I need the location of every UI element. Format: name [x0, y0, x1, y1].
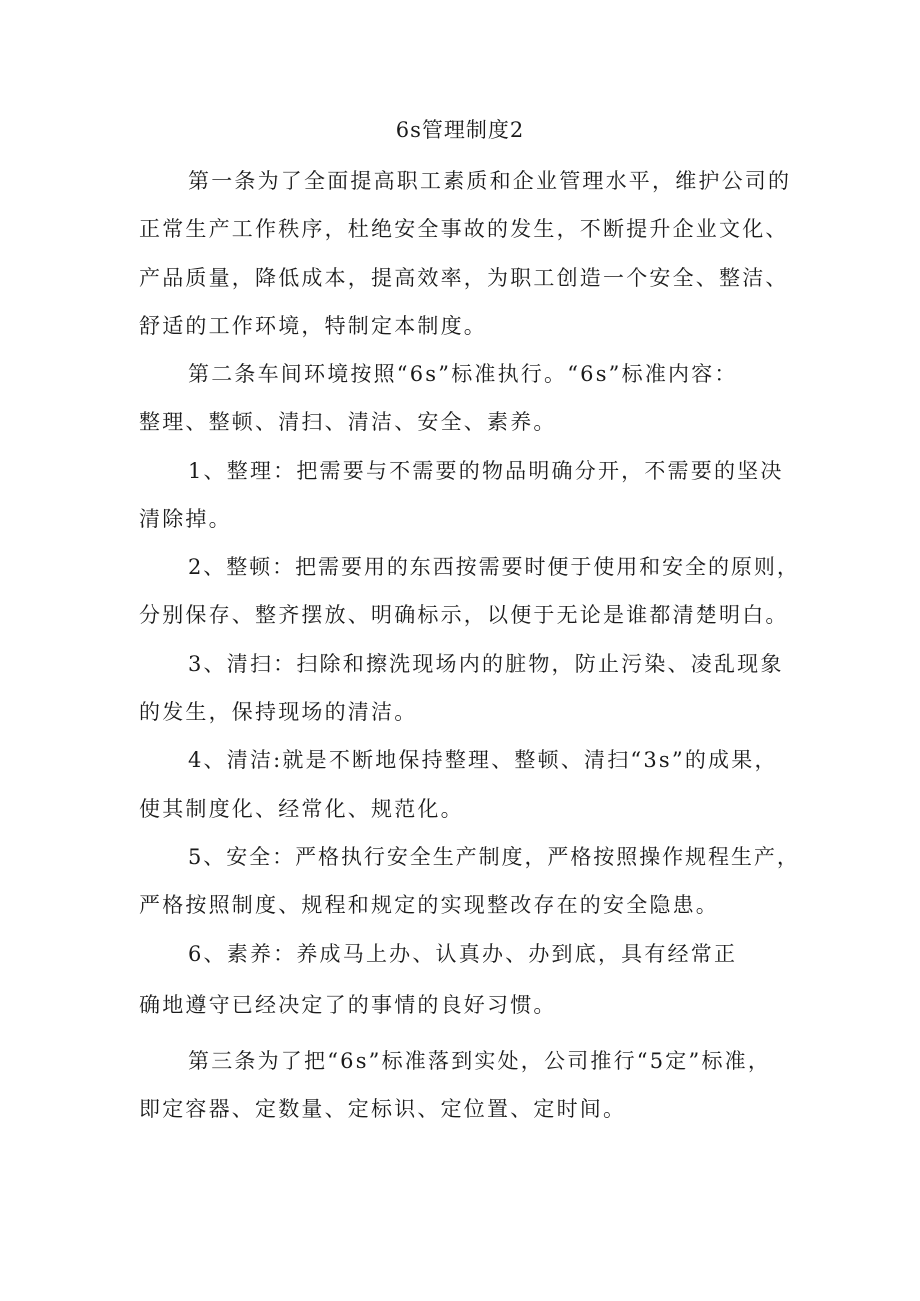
list-item-line: 清除掉。 — [139, 507, 232, 531]
list-item-line: 严格按照制度、规程和规定的实现整改存在的安全隐患。 — [139, 893, 719, 917]
paragraph-line: 产品质量，降低成本，提高效率，为职工创造一个安全、整洁、 — [139, 266, 789, 290]
document-title: 6s管理制度2 — [395, 118, 525, 142]
list-item-line: 的发生，保持现场的清洁。 — [139, 700, 418, 724]
list-item-line: 分别保存、整齐摆放、明确标示，以便于无论是谁都清楚明白。 — [139, 603, 789, 627]
list-item-line: 4、清洁:就是不断地保持整理、整顿、清扫“3s”的成果， — [188, 748, 778, 772]
paragraph-line: 第二条车间环境按照“6s”标准执行。“6s”标准内容： — [188, 362, 738, 386]
paragraph-line: 第一条为了全面提高职工素质和企业管理水平，维护公司的 — [188, 169, 792, 193]
paragraph-line: 第三条为了把“6s”标准落到实处，公司推行“5定”标准， — [188, 1049, 772, 1073]
list-item-line: 2、整顿：把需要用的东西按需要时便于使用和安全的原则， — [188, 555, 800, 579]
paragraph-line: 舒适的工作环境，特制定本制度。 — [139, 314, 487, 338]
paragraph-line: 整理、整顿、清扫、清洁、安全、素养。 — [139, 410, 557, 434]
list-item-line: 5、安全：严格执行安全生产制度，严格按照操作规程生产， — [188, 845, 800, 869]
paragraph-line: 即定容器、定数量、定标识、定位置、定时间。 — [139, 1097, 627, 1121]
list-item-line: 6、素养：养成马上办、认真办、办到底，具有经常正 — [188, 942, 738, 966]
paragraph-line: 正常生产工作秩序，杜绝安全事故的发生，不断提升企业文化、 — [139, 217, 789, 241]
list-item-line: 使其制度化、经常化、规范化。 — [139, 797, 464, 821]
list-item-line: 1、整理：把需要与不需要的物品明确分开，不需要的坚决 — [188, 459, 784, 483]
list-item-line: 3、清扫：扫除和擦洗现场内的脏物，防止污染、凌乱现象 — [188, 652, 784, 676]
list-item-line: 确地遵守已经决定了的事情的良好习惯。 — [139, 993, 557, 1017]
